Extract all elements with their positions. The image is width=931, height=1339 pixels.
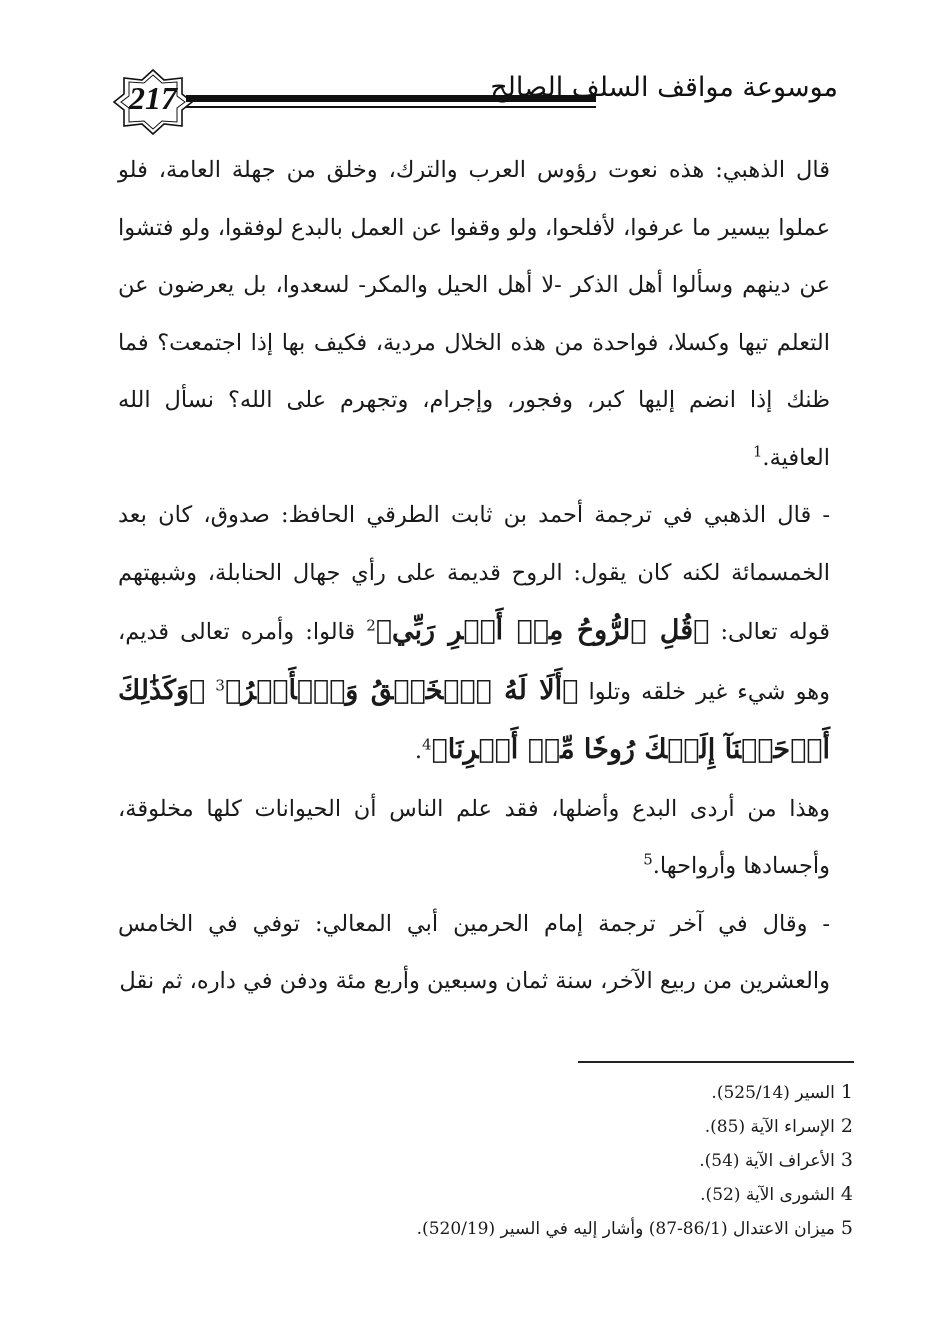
footnote-4 [133, 1178, 853, 1212]
paragraph-4 [118, 896, 830, 1011]
page-number: 217 [129, 80, 177, 116]
paragraph-2-end: . [414, 738, 422, 764]
footnote-text: السير (525/14). [711, 1083, 835, 1103]
page-header [0, 0, 931, 140]
paragraph-2-text-a: - قال الذهبي في ترجمة أحمد بن ثابت الطرقي الحافظ: صدوق، كان بعد الخمسمائة لكنه كان يقول: الروح قديمة على رأي جهال الحنابلة، وشبهتهم قوله تعالى: [118, 502, 830, 645]
paragraph-3-text: وهذا من أردى البدع وأضلها، فقد علم الناس أن الحيوانات كلها مخلوقة، وأجسادها وأرواحها. [118, 795, 830, 879]
paragraph-3 [118, 781, 830, 896]
footnote-2 [133, 1110, 853, 1144]
footnote-1 [133, 1076, 853, 1110]
footnote-number: 4 [840, 1183, 853, 1205]
paragraph-2 [118, 487, 830, 781]
quran-verse-2: ﴿أَلَا لَهُ ٱلۡخَلۡقُ وَٱلۡأَمۡرُ﴾ [224, 674, 579, 706]
footnote-text: ميزان الاعتدال (86/1-87) وأشار إليه في السير (520/19). [416, 1219, 835, 1239]
paragraph-1 [118, 142, 830, 487]
footnote-number: 3 [840, 1149, 853, 1171]
footnote-number: 1 [840, 1081, 853, 1103]
book-title: موسوعة مواقف السلف الصالح [490, 72, 838, 103]
footnote-number: 2 [840, 1115, 853, 1137]
footnote-ref-5[interactable]: 5 [643, 850, 653, 869]
footnote-separator [578, 1061, 854, 1063]
footnote-text: الشورى الآية (52). [700, 1185, 835, 1205]
footnote-3 [133, 1144, 853, 1178]
footnote-5 [133, 1212, 853, 1246]
footnote-ref-1[interactable]: 1 [752, 442, 763, 460]
footnote-ref-2[interactable]: 2 [366, 616, 376, 635]
header-rule-thin [186, 106, 596, 108]
footnote-number: 5 [840, 1217, 853, 1239]
footnote-text: الإسراء الآية (85). [704, 1117, 835, 1137]
quran-verse-1: ﴿قُلِ ٱلرُّوحُ مِنۡ أَمۡرِ رَبِّي﴾ [375, 615, 710, 646]
paragraph-1-text: قال الذهبي: هذه نعوت رؤوس العرب والترك، وخلق من جهلة العامة، فلو عملوا بيسير ما عرفوا، لأفلحوا، ولو وقفوا عن العمل بالبدع لوفقوا، ولو فتشوا عن دينهم وسألوا أهل الذكر -لا أهل الحيل والمكر- لسعدوا، بل يعرضون عن التعلم تيها وكسلا، فواحدة من هذه الخلال مردية، فكيف بها إذا اجتمعت؟ فما ظنك إذا انضم إليها كبر، وفجور، وإجرام، وتجهرم على الله؟ نسأل الله العافية. [118, 157, 830, 471]
quran-verse-3: ﴿وَكَذَٰلِكَ أَوۡحَيۡنَآ إِلَيۡكَ رُوحٗا مِّنۡ أَمۡرِنَا﴾ [118, 674, 830, 765]
footnote-text: الأعراف الآية (54). [699, 1151, 835, 1171]
footnote-ref-3[interactable]: 3 [215, 676, 225, 694]
footnotes [133, 1076, 853, 1246]
main-text [118, 142, 830, 1011]
paragraph-2-text-b: قالوا: وأمره تعالى قديم، وهو شيء غير خلقه وتلوا [118, 619, 830, 705]
footnote-ref-4[interactable]: 4 [421, 735, 432, 754]
paragraph-4-text: - وقال في آخر ترجمة إمام الحرمين أبي المعالي: توفي في الخامس والعشرين من ربيع الآخر، سنة ثمان وسبعين وأربع مئة ودفن في داره، ثم نقل [118, 910, 830, 994]
